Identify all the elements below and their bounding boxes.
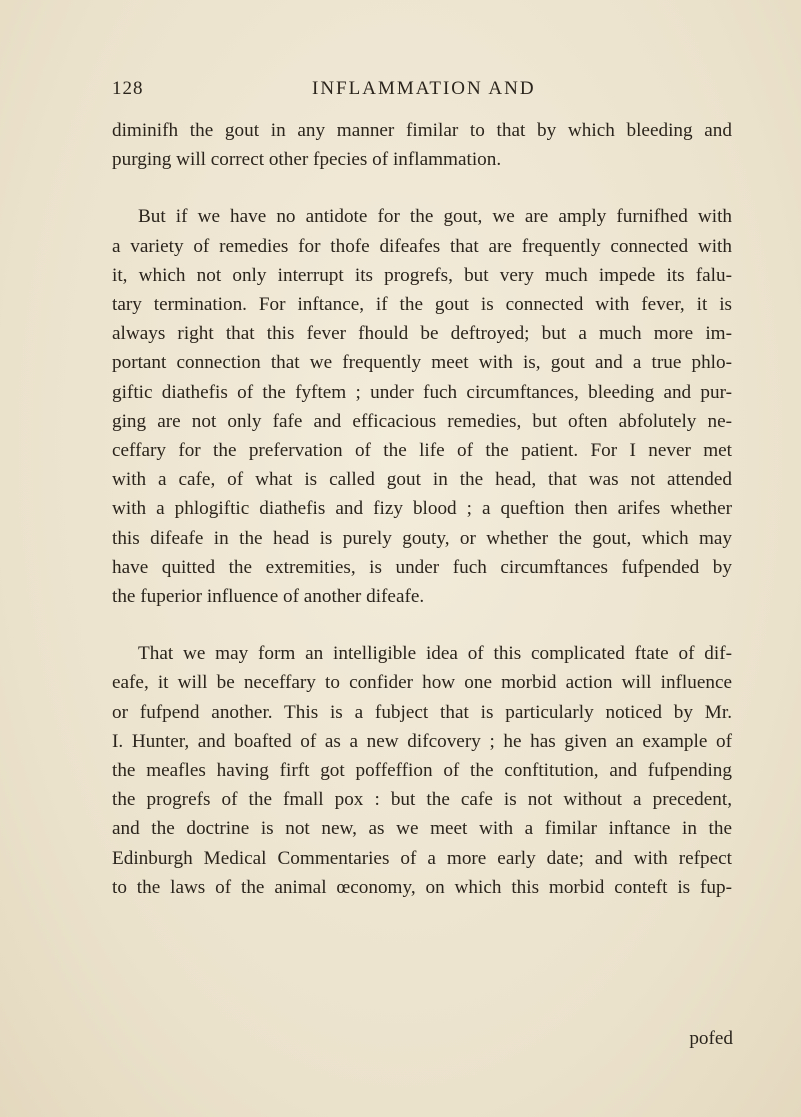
text-line: portant connection that we frequently meet with is, gout and a true phlo- — [112, 352, 732, 374]
text-line: Edinburgh Medical Commentaries of a more early date; and with refpect — [112, 847, 732, 869]
paragraph — [112, 639, 732, 902]
text-line: But if we have no antidote for the gout, we are amply furnifhed with — [138, 206, 732, 228]
text-line: giftic diathefis of the fyftem ; under fuch circumftances, bleeding and pur- — [112, 381, 732, 403]
text-line: That we may form an intelligible idea of this complicated ftate of dif- — [138, 643, 732, 665]
paragraph — [112, 116, 732, 174]
text-line: purging will correct other fpecies of inflammation. — [112, 149, 502, 171]
text-line: eafe, it will be neceffary to confider how one morbid action will influence — [112, 672, 732, 694]
text-line: always right that this fever fhould be deftroyed; but a much more im- — [112, 323, 732, 345]
text-line: to the laws of the animal œconomy, on which this morbid conteft is fup- — [112, 876, 732, 898]
text-line: the fuperior influence of another difeafe. — [112, 586, 425, 608]
page-number: 128 — [112, 78, 144, 99]
text-line: ceffary for the prefervation of the life of the patient. For I never met — [112, 440, 732, 462]
body-text — [112, 116, 732, 902]
text-line: with a phlogiftic diathefis and fizy blood ; a queftion then arifes whether — [112, 498, 732, 520]
text-line: have quitted the extremities, is under fuch circumftances fufpended by — [112, 556, 732, 578]
text-line: the progrefs of the fmall pox : but the cafe is not without a precedent, — [112, 789, 732, 811]
running-head: INFLAMMATION AND — [312, 78, 536, 99]
text-line: a variety of remedies for thofe difeafes that are frequently connected with — [112, 235, 732, 257]
text-line: or fufpend another. This is a fubject that is particularly noticed by Mr. — [112, 701, 732, 723]
text-line: it, which not only interrupt its progrefs, but very much impede its falu- — [112, 264, 732, 286]
text-line: this difeafe in the head is purely gouty, or whether the gout, which may — [112, 527, 732, 549]
text-line: the meafles having firft got poffeffion of the conftitution, and fufpending — [112, 760, 732, 782]
text-line: I. Hunter, and boafted of as a new difcovery ; he has given an example of — [112, 730, 732, 752]
page-header — [88, 74, 728, 110]
catchword: pofed — [689, 1028, 733, 1049]
paragraph — [112, 202, 732, 611]
text-line: tary termination. For inftance, if the gout is connected with fever, it is — [112, 294, 732, 316]
text-line: with a cafe, of what is called gout in the head, that was not attended — [112, 469, 732, 491]
text-line: diminifh the gout in any manner fimilar to that by which bleeding and — [112, 120, 732, 141]
text-line: and the doctrine is not new, as we meet with a fimilar inftance in the — [112, 818, 732, 840]
text-line: ging are not only fafe and efficacious remedies, but often abfolutely ne- — [112, 410, 732, 432]
